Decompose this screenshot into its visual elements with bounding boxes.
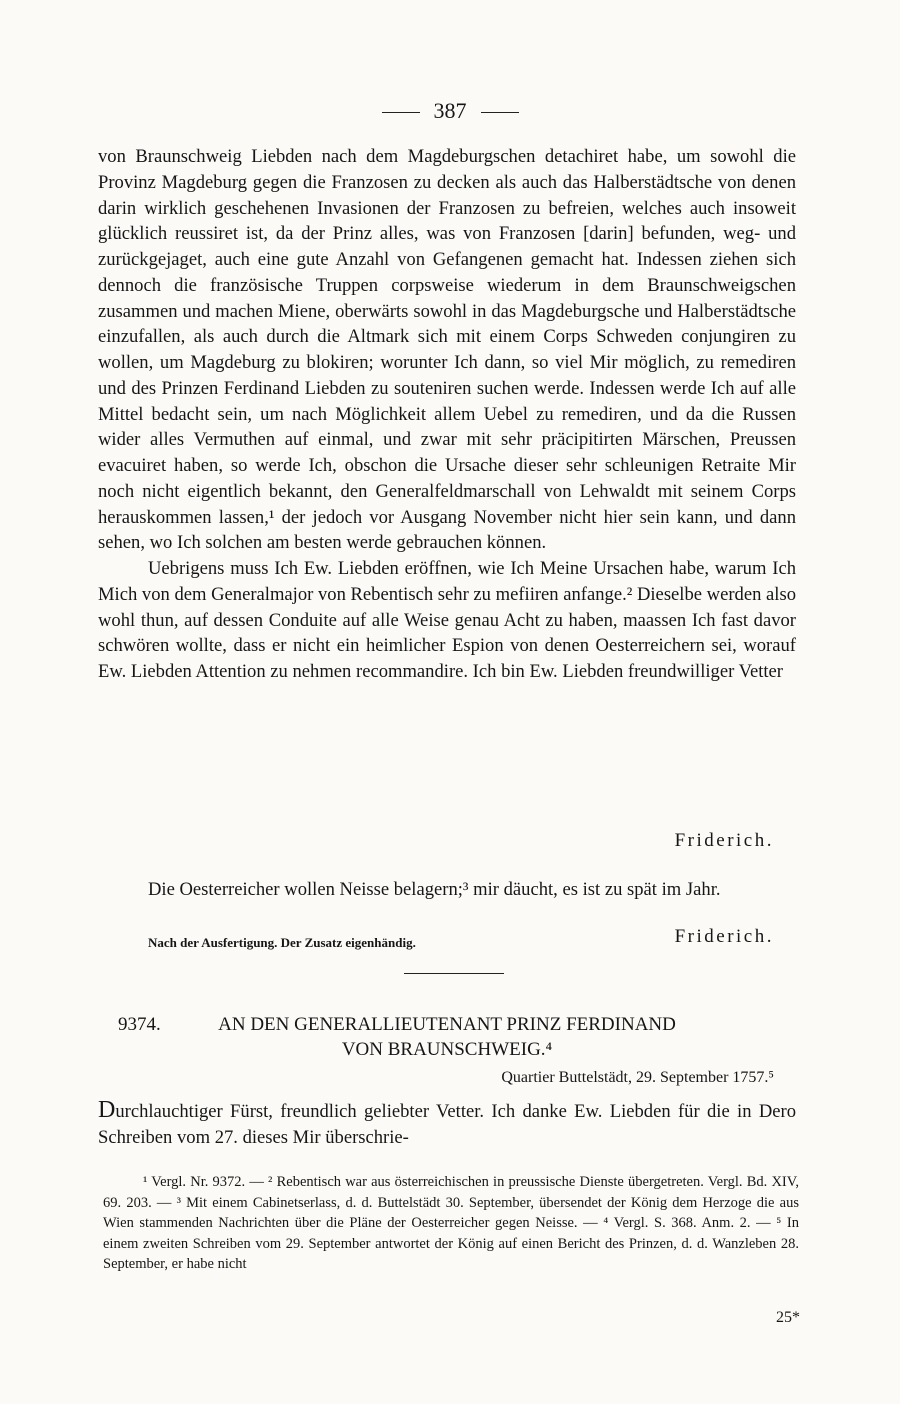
postscript: Die Oesterreicher wollen Neisse belagern;³ mir däucht, es ist zu spät im Jahr. — [148, 879, 721, 900]
page-header — [0, 98, 900, 124]
body-paragraph-1: von Braunschweig Liebden nach dem Magdeburgschen detachiret habe, um sowohl die Provinz Magdeburg gegen die Franzosen zu decken als auch das Halberstädtsche von denen darin wirklich geschehenen Invasionen der Franzosen zu befreien, welches auch insoweit glücklich reussiret ist, da der Prinz alles, was von Franzosen [darin] befunden, weg- und zurückgejaget, auch eine gute Anzahl von Gefangenen gemacht hat. Indessen ziehen sich dennoch die französische Truppen corpsweise wiederum in dem Braunschweigschen zusammen und machen Miene, oberwärts sowohl in das Magdeburgsche und Halberstädtsche einzufallen, als auch durch die Altmark sich mit einem Corps Schweden conjungiren zu wollen, um Magdeburg zu blokiren; worunter Ich dann, so viel Mir möglich, zu remediren und des Prinzen Ferdinand Liebden zu souteniren suchen werde. Indessen werde Ich auf alle Mittel bedacht sein, um nach Möglichkeit allem Uebel zu remediren, und da die Russen wider alles Vermuthen auf einmal, und zwar mit sehr präcipitirten Märschen, Preussen evacuiret haben, so werde Ich, obschon die Ursache dieser sehr schleunigen Retraite Mir noch nicht eigentlich bekannt, den Generalfeldmarschall von Lehwaldt mit seinem Corps herauskommen lassen,¹ der jedoch vor Ausgang November nicht hier sein kann, und dann sehen, wo Ich solchen am besten werde gebrauchen können. — [98, 146, 796, 554]
section-divider — [404, 973, 504, 974]
footnotes — [103, 1172, 799, 1275]
heading-line-2: VON BRAUNSCHWEIG.⁴ — [341, 1039, 553, 1060]
place-date: Quartier Buttelstädt, 29. September 1757.⁵ — [501, 1069, 774, 1086]
letter-text: urchlauchtiger Fürst, freundlich geliebter Vetter. Ich danke Ew. Liebden für die in Dero Schreiben vom 27. dieses Mir überschrie- — [98, 1101, 796, 1148]
initial-letter: D — [98, 1097, 116, 1123]
body-paragraph-2: Uebrigens muss Ich Ew. Liebden eröffnen, wie Ich Meine Ursachen habe, warum Ich Mich von dem Generalmajor von Rebentisch sehr zu mefiiren anfange.² Dieselbe werden also wohl thun, auf dessen Conduite auf alle Weise genau Acht zu haben, maassen Ich fast davor schwören wollte, dass er nicht ein heimlicher Espion von denen Oesterreichern sei, worauf Ew. Liebden Attention zu nehmen recommandire. Ich bin Ew. Liebden freundwilliger Vetter — [98, 558, 796, 682]
letter-heading — [98, 1012, 796, 1062]
sheet-signature: 25* — [776, 1309, 800, 1326]
letter-opening — [98, 1098, 796, 1151]
header-dash-right — [481, 112, 519, 113]
postscript-block — [98, 877, 796, 903]
header-dash-left — [382, 112, 420, 113]
footnotes-text: ¹ Vergl. Nr. 9372. — ² Rebentisch war aus österreichischen in preussische Dienste übergetreten. Vergl. Bd. XIV, 69. 203. — ³ Mit einem Cabinetserlass, d. d. Buttelstädt 30. September, übersendet der König dem Herzoge die aus Wien stammenden Nachrichten über die Pläne der Oesterreicher gegen Neisse. — ⁴ Vergl. S. 368. Anm. 2. — ⁵ In einem zweiten Schreiben vom 29. September antwortet der König auf einen Bericht des Prinzen, d. d. Wanzleben 28. September, er habe nicht — [103, 1174, 799, 1272]
signature-1: Friderich. — [674, 830, 774, 851]
signature-2: Friderich. — [674, 926, 774, 947]
source-note: Nach der Ausfertigung. Der Zusatz eigenhändig. — [148, 935, 416, 950]
page-number: 387 — [433, 98, 467, 123]
letter-continuation — [98, 144, 796, 685]
heading-line-1: AN DEN GENERALLIEUTENANT PRINZ FERDINAND — [218, 1014, 676, 1035]
letter-number: 9374. — [118, 1014, 161, 1035]
